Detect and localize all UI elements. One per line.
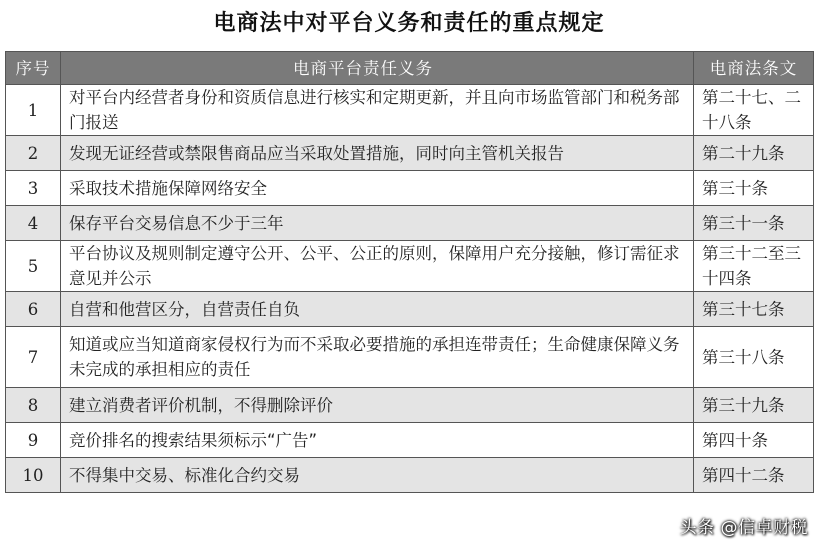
row-duty-text: 发现无证经营或禁限售商品应当采取处置措施，同时向主管机关报告 (61, 136, 694, 171)
regulations-table (5, 51, 814, 493)
row-serial-number: 4 (6, 206, 61, 241)
table-row (6, 136, 814, 171)
row-serial-number: 10 (6, 458, 61, 493)
table-row (6, 171, 814, 206)
header-serial-number: 序号 (6, 52, 61, 85)
table-row (6, 458, 814, 493)
row-article-ref: 第三十九条 (694, 388, 814, 423)
row-serial-number: 3 (6, 171, 61, 206)
row-duty-text: 知道或应当知道商家侵权行为而不采取必要措施的承担连带责任；生命健康保障义务未完成的承担相应的责任 (61, 327, 694, 388)
header-law-article: 电商法条文 (694, 52, 814, 85)
table-row (6, 241, 814, 292)
table-row (6, 327, 814, 388)
row-article-ref: 第三十七条 (694, 292, 814, 327)
row-duty-text: 建立消费者评价机制，不得删除评价 (61, 388, 694, 423)
page-title: 电商法中对平台义务和责任的重点规定 (213, 10, 605, 36)
row-article-ref: 第三十八条 (694, 327, 814, 388)
table-header-row (6, 52, 814, 85)
row-duty-text: 保存平台交易信息不少于三年 (61, 206, 694, 241)
row-duty-text: 平台协议及规则制定遵守公开、公平、公正的原则，保障用户充分接触，修订需征求意见并公示 (61, 241, 694, 292)
table-row (6, 85, 814, 136)
row-serial-number: 6 (6, 292, 61, 327)
watermark: 头条 @信卓财税 (679, 518, 808, 538)
row-serial-number: 7 (6, 327, 61, 388)
row-duty-text: 采取技术措施保障网络安全 (61, 171, 694, 206)
row-serial-number: 2 (6, 136, 61, 171)
table-row (6, 206, 814, 241)
row-serial-number: 1 (6, 85, 61, 136)
table-row (6, 423, 814, 458)
table-row (6, 292, 814, 327)
table-row (6, 388, 814, 423)
row-article-ref: 第二十九条 (694, 136, 814, 171)
row-duty-text: 对平台内经营者身份和资质信息进行核实和定期更新，并且向市场监管部门和税务部门报送 (61, 85, 694, 136)
row-article-ref: 第三十条 (694, 171, 814, 206)
row-serial-number: 9 (6, 423, 61, 458)
row-duty-text: 自营和他营区分，自营责任自负 (61, 292, 694, 327)
row-article-ref: 第四十二条 (694, 458, 814, 493)
row-article-ref: 第四十条 (694, 423, 814, 458)
row-serial-number: 8 (6, 388, 61, 423)
header-platform-duty: 电商平台责任义务 (61, 52, 694, 85)
row-serial-number: 5 (6, 241, 61, 292)
row-article-ref: 第三十一条 (694, 206, 814, 241)
row-article-ref: 第三十二至三十四条 (694, 241, 814, 292)
row-article-ref: 第二十七、二十八条 (694, 85, 814, 136)
row-duty-text: 竞价排名的搜索结果须标示“广告” (61, 423, 694, 458)
row-duty-text: 不得集中交易、标准化合约交易 (61, 458, 694, 493)
